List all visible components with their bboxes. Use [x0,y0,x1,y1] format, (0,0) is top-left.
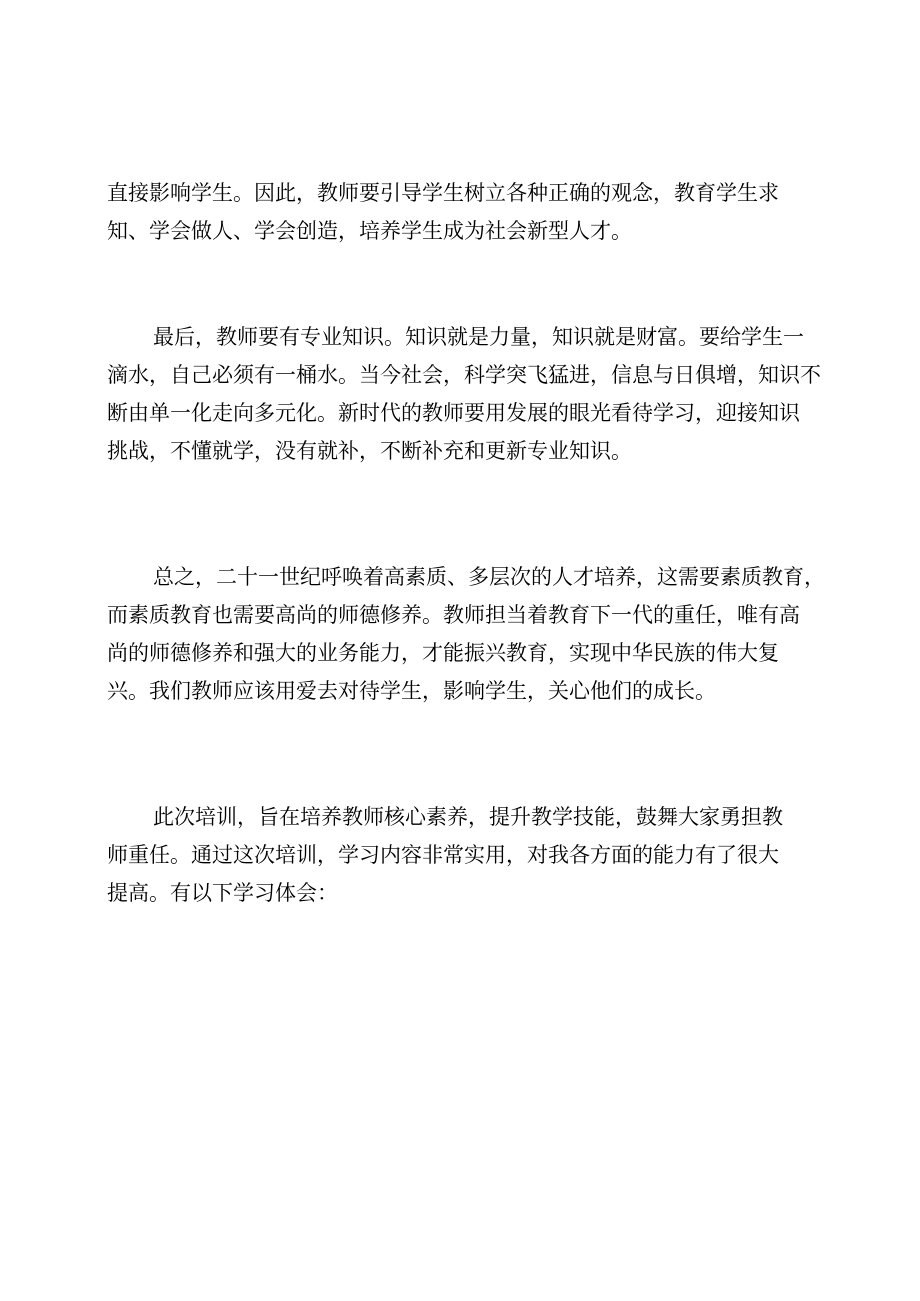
paragraph-professional-knowledge [107,318,821,470]
paragraph-training [107,798,807,912]
paragraph-line: 断由单一化走向多元化。新时代的教师要用发展的眼光看待学习，迎接知识 [107,401,800,425]
paragraph-summary [107,558,825,710]
paragraph-line: 直接影响学生。因此，教师要引导学生树立各种正确的观念，教育学生求 [107,181,779,205]
paragraph-line: 师重任。通过这次培训，学习内容非常实用，对我各方面的能力有了很大 [107,843,779,867]
paragraph-line: 此次培训，旨在培养教师核心素养，提升教学技能，鼓舞大家勇担教 [153,805,783,829]
paragraph-line: 尚的师德修养和强大的业务能力，才能振兴教育，实现中华民族的伟大复 [107,641,779,665]
paragraph-line: 而素质教育也需要高尚的师德修养。教师担当着教育下一代的重任，唯有高 [107,603,800,627]
paragraph-line: 提高。有以下学习体会： [107,881,338,905]
paragraph-line: 总之，二十一世纪呼唤着高素质、多层次的人才培养，这需要素质教育， [153,565,825,589]
paragraph-line: 兴。我们教师应该用爱去对待学生，影响学生，关心他们的成长。 [107,679,716,703]
paragraph-line: 最后，教师要有专业知识。知识就是力量，知识就是财富。要给学生一 [153,325,804,349]
paragraph-continuation [107,174,807,250]
paragraph-line: 挑战，不懂就学，没有就补，不断补充和更新专业知识。 [107,439,632,463]
paragraph-line: 知、学会做人、学会创造，培养学生成为社会新型人才。 [107,219,632,243]
paragraph-line: 滴水，自己必须有一桶水。当今社会，科学突飞猛进，信息与日俱增，知识不 [107,363,821,387]
